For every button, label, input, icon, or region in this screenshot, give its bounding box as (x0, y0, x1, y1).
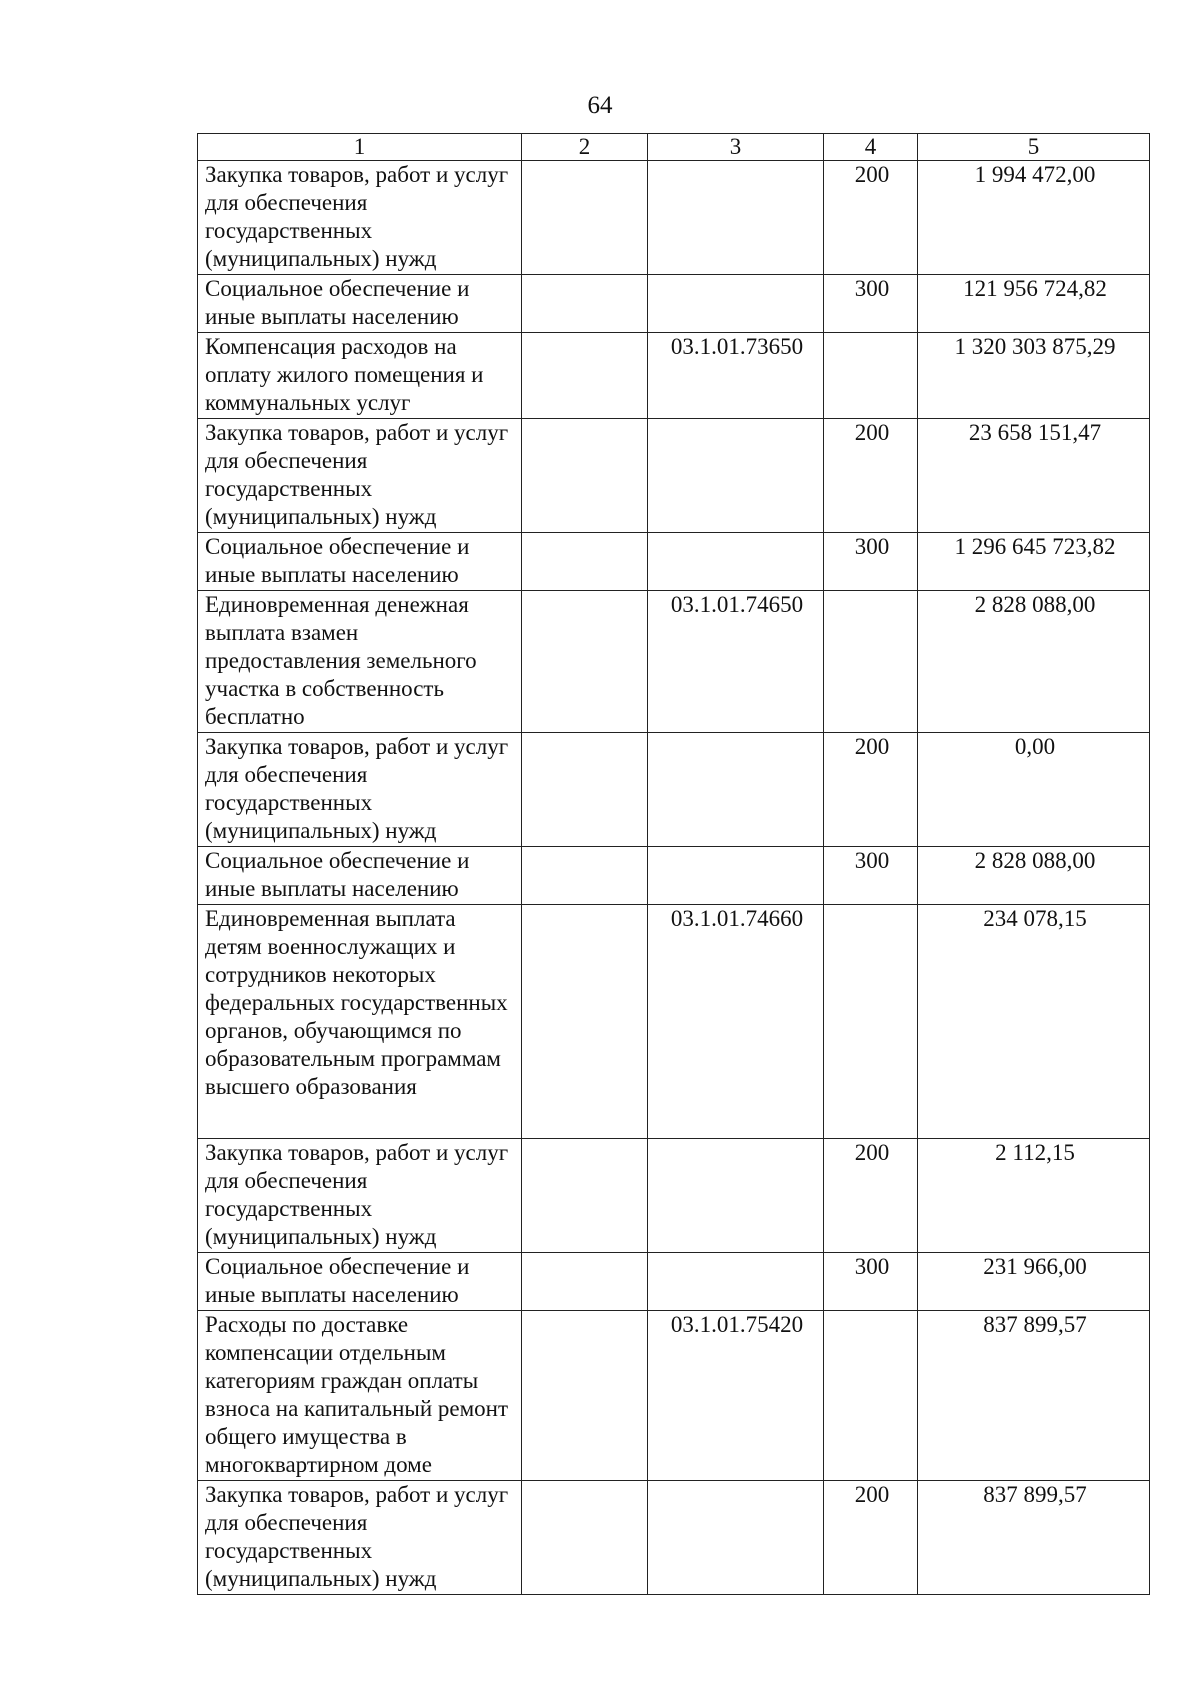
row-col2-cell (522, 591, 648, 733)
row-col2-cell (522, 533, 648, 591)
row-code-cell: 03.1.01.73650 (648, 333, 824, 419)
row-type-cell: 200 (824, 161, 918, 275)
row-code-cell (648, 533, 824, 591)
row-col2-cell (522, 275, 648, 333)
row-code-cell: 03.1.01.74650 (648, 591, 824, 733)
table-row (198, 1481, 1150, 1595)
row-code-cell: 03.1.01.75420 (648, 1311, 824, 1481)
row-amount-cell: 231 966,00 (918, 1253, 1150, 1311)
row-amount-cell: 1 320 303 875,29 (918, 333, 1150, 419)
column-number-2: 2 (522, 134, 648, 161)
row-amount-cell: 1 994 472,00 (918, 161, 1150, 275)
column-number-4: 4 (824, 134, 918, 161)
row-name-cell: Социальное обеспечение и иные выплаты населению (198, 533, 522, 591)
row-col2-cell (522, 161, 648, 275)
row-amount-cell: 2 112,15 (918, 1139, 1150, 1253)
row-type-cell (824, 333, 918, 419)
row-col2-cell (522, 419, 648, 533)
row-code-cell (648, 419, 824, 533)
row-name-cell: Социальное обеспечение и иные выплаты населению (198, 847, 522, 905)
page-number: 64 (587, 92, 613, 119)
row-col2-cell (522, 1139, 648, 1253)
row-name-cell: Единовременная денежная выплата взамен предоставления земельного участка в собственность бесплатно (198, 591, 522, 733)
row-type-cell: 300 (824, 847, 918, 905)
row-col2-cell (522, 733, 648, 847)
row-code-cell (648, 1481, 824, 1595)
column-number-5: 5 (918, 134, 1150, 161)
row-col2-cell (522, 333, 648, 419)
row-type-cell: 200 (824, 1481, 918, 1595)
budget-table (197, 133, 1150, 1595)
table-header-row (198, 134, 1150, 161)
row-amount-cell: 0,00 (918, 733, 1150, 847)
row-name-cell: Закупка товаров, работ и услуг для обеспечения государственных (муниципальных) нужд (198, 419, 522, 533)
table-row (198, 333, 1150, 419)
row-type-cell: 200 (824, 1139, 918, 1253)
row-name-cell: Социальное обеспечение и иные выплаты населению (198, 1253, 522, 1311)
row-type-cell: 300 (824, 533, 918, 591)
column-number-3: 3 (648, 134, 824, 161)
row-name-cell: Закупка товаров, работ и услуг для обеспечения государственных (муниципальных) нужд (198, 1139, 522, 1253)
row-name-cell: Закупка товаров, работ и услуг для обеспечения государственных (муниципальных) нужд (198, 733, 522, 847)
table-row (198, 905, 1150, 1139)
row-name-cell: Расходы по доставке компенсации отдельным категориям граждан оплаты взноса на капитальный ремонт общего имущества в многоквартирном доме (198, 1311, 522, 1481)
row-type-cell (824, 1311, 918, 1481)
table-row (198, 161, 1150, 275)
row-type-cell: 200 (824, 419, 918, 533)
row-type-cell (824, 591, 918, 733)
row-amount-cell: 837 899,57 (918, 1481, 1150, 1595)
row-name-cell: Компенсация расходов на оплату жилого помещения и коммунальных услуг (198, 333, 522, 419)
row-name-cell: Закупка товаров, работ и услуг для обеспечения государственных (муниципальных) нужд (198, 1481, 522, 1595)
row-code-cell (648, 275, 824, 333)
row-name-cell: Единовременная выплата детям военнослужащих и сотрудников некоторых федеральных государственных органов, обучающимся по образовательным программам высшего образования (198, 905, 522, 1139)
row-amount-cell: 23 658 151,47 (918, 419, 1150, 533)
row-amount-cell: 234 078,15 (918, 905, 1150, 1139)
row-col2-cell (522, 1311, 648, 1481)
table-row (198, 847, 1150, 905)
row-code-cell (648, 1253, 824, 1311)
row-type-cell: 200 (824, 733, 918, 847)
row-col2-cell (522, 1253, 648, 1311)
table-row (198, 1311, 1150, 1481)
table-row (198, 533, 1150, 591)
row-amount-cell: 837 899,57 (918, 1311, 1150, 1481)
row-code-cell (648, 1139, 824, 1253)
table-row (198, 591, 1150, 733)
row-type-cell (824, 905, 918, 1139)
table-row (198, 733, 1150, 847)
row-col2-cell (522, 847, 648, 905)
row-col2-cell (522, 1481, 648, 1595)
row-amount-cell: 121 956 724,82 (918, 275, 1150, 333)
row-name-cell: Закупка товаров, работ и услуг для обеспечения государственных (муниципальных) нужд (198, 161, 522, 275)
row-amount-cell: 2 828 088,00 (918, 591, 1150, 733)
row-code-cell (648, 847, 824, 905)
row-amount-cell: 1 296 645 723,82 (918, 533, 1150, 591)
row-name-cell: Социальное обеспечение и иные выплаты населению (198, 275, 522, 333)
row-code-cell: 03.1.01.74660 (648, 905, 824, 1139)
row-code-cell (648, 733, 824, 847)
table-row (198, 419, 1150, 533)
table-row (198, 275, 1150, 333)
row-type-cell: 300 (824, 1253, 918, 1311)
row-amount-cell: 2 828 088,00 (918, 847, 1150, 905)
row-type-cell: 300 (824, 275, 918, 333)
table-row (198, 1139, 1150, 1253)
row-code-cell (648, 161, 824, 275)
table-row (198, 1253, 1150, 1311)
row-col2-cell (522, 905, 648, 1139)
column-number-1: 1 (198, 134, 522, 161)
